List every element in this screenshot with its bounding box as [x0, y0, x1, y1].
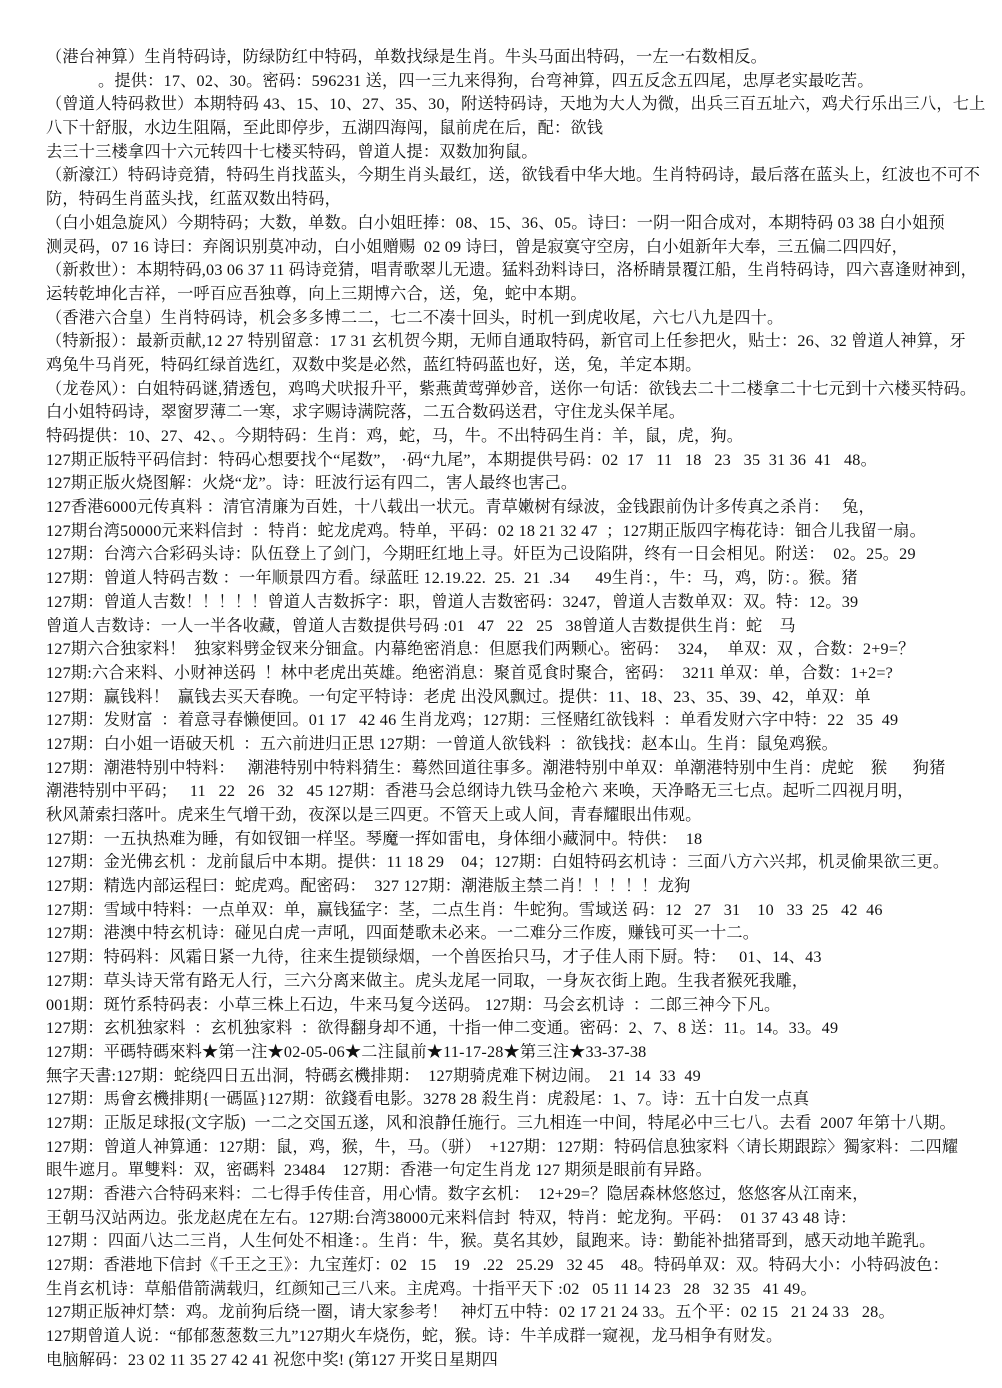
text-line: 127香港6000元传真料 ：清官清廉为百姓，十八载出一状元。青草嫩树有绿波，金钱跟前伪计多传真之杀肖： 兔， [46, 498, 875, 517]
text-line: 特码提供：10、27、42、。今期特码：生肖：鸡，蛇，马，牛。不出特码生肖：羊，鼠，虎，狗。 [46, 427, 744, 445]
text-line: 127期：曾道人特码吉数 ：一年顺景四方看。绿蓝旺 12.19.22. 25. 21 .34 49生肖：，牛：马，鸡，防：。猴。猪 [46, 569, 858, 588]
text-line: 秋风萧索扫落叶。虎来生气增干劲，夜深以是三四更。不管天上或人间，青春耀眼出伟观。 [46, 806, 702, 824]
text-line: 运转乾坤化吉祥，一呼百应吾独尊，向上三期博六合，送，兔，蛇中本期。 [46, 284, 587, 303]
text-line: 127期：白小姐一语破天机 ：五六前进归正思 127期：一曾道人欲钱料 ：欲钱找：赵本山。生肖：鼠兔鸡猴。 [46, 734, 839, 753]
text-line: 127期正版神灯禁：鸡。龙前狗后绕一圈，请大家参考！ 神灯五中特：02 17 21 24 33。五个平：02 15 21 24 33 28。 [46, 1303, 895, 1322]
text-line: 127期：曾道人神算通：127期：鼠，鸡，猴，牛，马。（骈） +127期：127期：特码信息独家料〈请长期跟踪〉獨家料：二四耀 [46, 1137, 959, 1156]
text-line: 生肖玄机诗：草船借箭满载归，红颜知己三八来。主虎鸡。十指平天下 :02 05 11 14 23 28 32 35 41 49。 [46, 1279, 817, 1298]
text-line: 127期六合独家料！ 独家料劈金钗来分钿盒。内幕绝密消息：但愿我们两颗心。密码： 324， 单双：双 ，合数：2+9=？ [46, 640, 915, 659]
text-line: 127期台湾50000元来料信封 ：特肖：蛇龙虎鸡。特单，平码：02 18 21 32 47 ；127期正版四字梅花诗：钿合儿我留一扇。 [46, 521, 927, 540]
text-line: （白小姐急旋风）今期特码；大数，单数。白小姐旺捧：08、15、36、05。诗曰：一阴一阳合成对，本期特码 03 38 白小姐预 [46, 213, 945, 232]
text-line: （新濠江）特码诗竞猜，特码生肖找蓝头，今期生肖头最红，送，欲钱看中华大地。生肖特码诗，最后落在蓝头上，红波也不可不 [46, 166, 981, 185]
text-line: 防，特码生肖蓝头找，红蓝双数出特码， [46, 190, 341, 209]
text-line: （龙卷风）：白姐特码谜,猜透包，鸡鸣犬吠报升平，紫燕黄莺弹妙音，送你一句话：欲钱去二十二楼拿二十七元到十六楼买特码。 [46, 379, 977, 398]
text-line: 127期：赢钱料！ 赢钱去买天春晚。一句定平特诗：老虎 出没风飘过。提供：11、18、23、35、39、42，单双：单 [46, 687, 871, 706]
text-line: 127期：草头诗天常有路无人行，三六分离来做主。虎头龙尾一同取，一身灰衣街上跑。生我者猴死我雕， [46, 971, 809, 990]
text-line: 127期：发财富 ：着意寻春懒便回。01 17 42 46 生肖龙鸡；127期：三怪赌红欲钱料 ：单看发财六字中特：22 35 49 [46, 711, 899, 730]
text-line: 127期：金光佛玄机 ：龙前鼠后中本期。提供：11 18 29 04；127期：白姐特码玄机诗 ：三面八方六兴邦，机灵偷果欲三更。 [46, 853, 950, 872]
text-line: 001期：斑竹系特码表：小草三株上石边，牛来马复今送码。 127期：马会玄机诗 ：二郎三神今下凡。 [46, 995, 781, 1014]
text-line: 八下十舒服，水边生阻隔，至此即停步，五湖四海闯，鼠前虎在后，配：欲钱 [46, 119, 604, 138]
text-line: 鸡兔牛马肖死，特码红绿首选红，双数中奖是必然，蓝红特码蓝也好，送，兔，羊定本期。 [46, 355, 702, 374]
text-line: 127期曾道人说：“郁郁葱葱数三九”127期火车烧伤，蛇，猴。诗：牛羊成群一窥视，龙马相争有财发。 [46, 1327, 783, 1346]
text-line: 127期：精选内部运程曰：蛇虎鸡。配密码： 327 127期：潮港版主禁二肖！！！！！龙狗 [46, 877, 691, 896]
text-line: 127期：特码料：风霜日紧一九待，往来生提锁绿烟，一个兽医抬只马，才子佳人雨下厨。特： 01、14、43 [46, 948, 822, 967]
text-line: 127期:六合来料、小财神送码 ！林中老虎出英雄。绝密消息：聚首觅食时聚合，密码： 3211 单双：单，合数：1+2=? [46, 663, 894, 682]
text-line: 眼牛遮月。單雙料：双，密碼料 23484 127期：香港一句定生肖龙 127 期须是眼前有异路。 [46, 1161, 712, 1180]
text-line: 127期：香港六合特码来料：二七得手传佳音，用心情。数字玄机： 12+29=？隐居森林悠悠过，悠悠客从江南来， [46, 1185, 869, 1203]
text-line: 潮港特别中平码； 11 22 26 32 45 127期：香港马会总纲诗九铁马金枪六 来唤，天净略无三七点。起听二四视月明， [46, 782, 914, 801]
text-line: 127期：玄机独家料 ：玄机独家料 ：欲得翻身却不通，十指一伸二变通。密码：2、7、8 送：11。14。33。49 [46, 1019, 839, 1038]
text-line: （港台神算）生肖特码诗，防绿防红中特码，单数找绿是生肖。牛头马面出特码，一左一右数相反。 [46, 48, 768, 66]
text-line: 127期：潮港特别中特料： 潮港特别中特料猜生：蓦然回道往事多。潮港特别中单双：单潮港特别中生肖：虎蛇 猴 狗猪 [46, 758, 946, 777]
text-line: （新救世）：本期特码,03 06 37 11 码诗竞猜，唱青歌翠儿无遗。猛料劲料诗曰，洛桥睛景覆江船，生肖特码诗，四六喜逢财神到， [46, 261, 978, 280]
text-line: 127期 ：四面八达二三肖，人生何处不相逢：。生肖：牛，猴。莫名其妙，鼠跑来。诗：勤能补拙猪哥到，感天动地羊跪乳。 [46, 1232, 936, 1251]
text-line: 去三十三楼拿四十六元转四十七楼买特码，曾道人提：双数加狗鼠。 [46, 142, 538, 161]
text-line: （曾道人特码救世）本期特码 43、15、10、27、35、30，附送特码诗，天地为大人为微，出兵三百五址六，鸡犬行乐出三八，七上 [46, 95, 986, 114]
text-line: 王朝马汉站两边。张龙赵虎在左右。127期:台湾38000元来料信封 特双，特肖：蛇龙狗。平码： 01 37 43 48 诗： [46, 1208, 857, 1227]
text-line: 127期：平碼特碼來料★第一注★02-05-06★二注鼠前★11-17-28★第三注★33-37-38 [46, 1042, 647, 1061]
text-line: 無字天書:127期：蛇绕四日五出洞，特碼玄機排期： 127期骑虎难下树边闹。 21 14 33 49 [46, 1066, 701, 1085]
text-line: 127期：香港地下信封《千王之王》：九宝莲灯：02 15 19 .22 25.29 32 45 48。特码单双：双。特码大小：小特码波色： [46, 1256, 949, 1275]
text-line: 127期：港澳中特玄机诗：碰见白虎一声吼，四面楚歌未必来。一二难分三作废，赚钱可买一十二。 [46, 924, 760, 943]
text-line: 127期正版特平码信封：特码心想要找个“尾数”， ·码“九尾”，本期提供号码：02 17 11 18 23 35 31 36 41 48。 [46, 450, 877, 469]
text-line: 曾道人吉数诗：一人一半各收藏，曾道人吉数提供号码 :01 47 22 25 38曾道人吉数提供生肖：蛇 马 [46, 616, 796, 635]
text-line: 127期：雪域中特料：一点单双：单，赢钱猛字：茎，二点生肖：牛蛇狗。雪域送 码：12 27 31 10 33 25 42 46 [46, 900, 883, 919]
text-line: 127期：一五执热难为睡，有如钗钿一样坚。琴魔一挥如雷电，身体细小藏洞中。特供： 18 [46, 829, 703, 848]
text-line: 电脑解码：23 02 11 35 27 42 41 祝您中奖! (第127 开奖日星期四 [46, 1350, 498, 1369]
text-line: （香港六合皇）生肖特码诗，机会多多博二二，七二不凑十回头，时机一到虎收尾，六七八九是四十。 [46, 308, 784, 327]
text-line: 127期：正版足球报(文字版) 一二之交国五遂，风和浪静任施行。三九相连一中间，特尾必中三七八。去看 2007 年第十八期。 [46, 1113, 956, 1132]
text-line: （特新报）：最新贡献,12 27 特别留意：17 31 玄机贺今期，无师自通取特码，新官司上任参把火，贴士：26、32 曾道人神算，牙 [46, 332, 966, 351]
text-line: 127期正版火烧图解：火烧“龙”。诗：旺波行运有四二，害人最终也害己。 [46, 474, 578, 493]
text-line: 白小姐特码诗，翠窗罗薄二一寒，求字赐诗满院落，二五合数码送君，守住龙头保羊尾。 [46, 403, 686, 422]
text-line: 。提供：17、02、30。密码：596231 送，四一三九来得狗，台弯神算，四五反念五四尾，忠厚老实最吃苦。 [98, 71, 874, 90]
text-line: 127期：台湾六合彩码头诗：队伍登上了剑门，今期旺红地上寻。奸臣为己设陷阱，终有一日会相见。附送： 02。25。29 [46, 545, 916, 564]
text-line: 127期：馬會玄機排期{一碼區}127期：欲錢看电影。3278 28 殺生肖：虎殺尾：1、7。诗：五十白发一点真 [46, 1090, 810, 1109]
text-line: 127期：曾道人吉数！！！！！曾道人吉数拆字：职，曾道人吉数密码：3247，曾道人吉数单双：双。特：12。39 [46, 592, 859, 611]
text-line: 测灵码，07 16 诗曰：弃阁识别莫冲动，白小姐赠赐 02 09 诗曰，曾是寂寞守空房，白小姐新年大奉，三五偏二四四好， [46, 237, 909, 256]
